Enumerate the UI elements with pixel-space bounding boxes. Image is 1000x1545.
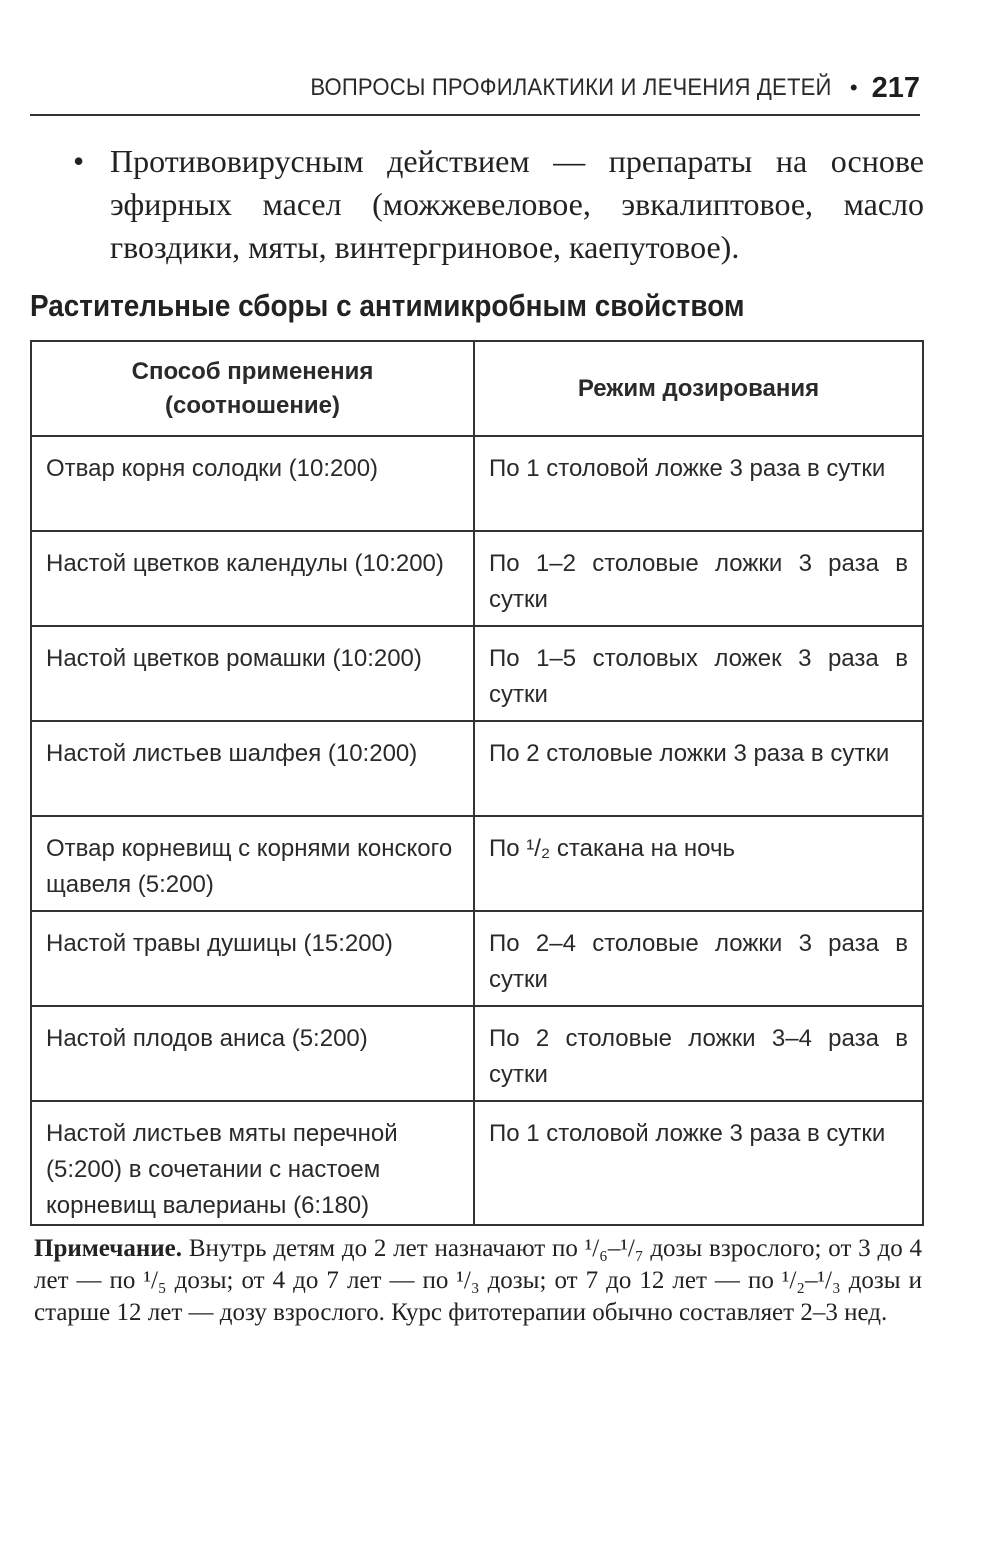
row-dosage: По 1 столовой ложке 3 раза в сутки [474,1101,923,1225]
bullet-marker: • [73,143,85,179]
header-method-text: Способ применения (соотношение) [131,357,374,419]
herbal-table [30,340,924,1226]
bullet-text: Противовирусным действием — препараты на основе эфирных масел (можжевеловое, эвкалиптовое, масло гвоздики, мяты, винтергриновое, каепутовое). [110,143,924,265]
running-head [30,62,920,116]
header-method [31,341,474,436]
table-row [31,911,923,1006]
row-dosage: По 1–5 столовых ложек 3 раза в сутки [474,626,923,721]
note-label: Примечание. [34,1235,183,1262]
header-separator: • [849,75,858,100]
row-dosage: По 1–2 столовые ложки 3 раза в сутки [474,531,923,626]
table-row [31,721,923,816]
row-method: Настой цветков ромашки (10:200) [31,626,474,721]
row-dosage: По 2 столовые ложки 3 раза в сутки [474,721,923,816]
footnote [34,1233,922,1329]
table-row [31,816,923,911]
table-row [31,436,923,531]
row-method: Настой цветков календулы (10:200) [31,531,474,626]
table-row [31,531,923,626]
table-row [31,626,923,721]
row-method: Настой листьев шалфея (10:200) [31,721,474,816]
header-dosage: Режим дозирования [474,341,923,436]
row-method: Отвар корня солодки (10:200) [31,436,474,531]
row-dosage: По 2 столовые ложки 3–4 раза в сутки [474,1006,923,1101]
row-method: Настой плодов аниса (5:200) [31,1006,474,1101]
row-method: Настой листьев мяты перечной (5:200) в сочетании с настоем корневищ валерианы (6:180) [31,1101,474,1225]
note-text: Внутрь детям до 2 лет назначают по ¹/₆–¹/₇ дозы взрослого; от 3 до 4 лет — по ¹/₅ дозы; от 4 до 7 лет — по ¹/₃ дозы; от 7 до 12 лет — по ¹/₂–¹/₃ дозы и старше 12 лет — дозу взрослого. Курс фитотерапии обычно составляет 2–3 нед. [34,1235,922,1326]
table-row [31,1101,923,1225]
row-method: Отвар корневищ с корнями конского щавеля (5:200) [31,816,474,911]
page-number: 217 [871,71,920,104]
section-title: Растительные сборы с антимикробным свойством [30,288,745,323]
table-row [31,1006,923,1101]
row-dosage: По ¹/₂ стакана на ночь [474,816,923,911]
row-method: Настой травы душицы (15:200) [31,911,474,1006]
bullet-paragraph [73,140,924,269]
table-header-row [31,341,923,436]
running-title: ВОПРОСЫ ПРОФИЛАКТИКИ И ЛЕЧЕНИЯ ДЕТЕЙ [310,74,832,101]
row-dosage: По 1 столовой ложке 3 раза в сутки [474,436,923,531]
row-dosage: По 2–4 столовые ложки 3 раза в сутки [474,911,923,1006]
